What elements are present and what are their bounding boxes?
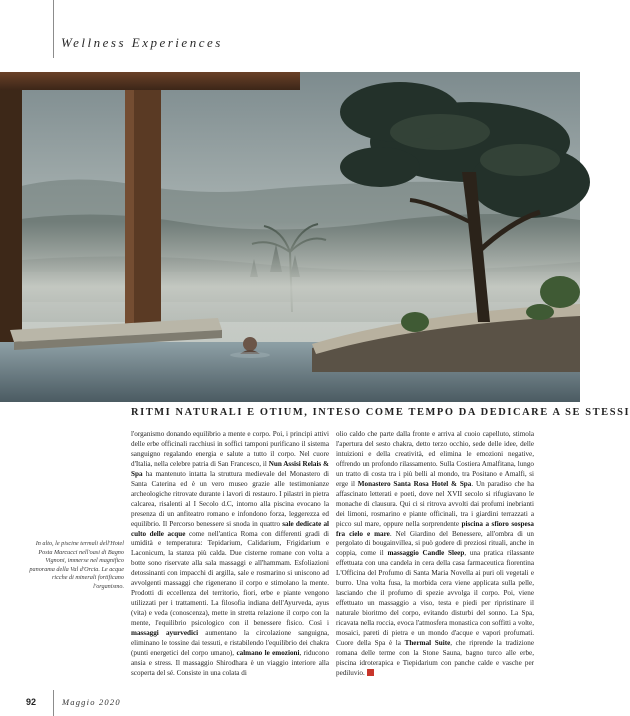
bold-phrase: sale dedicate al culto delle acque [131, 519, 329, 538]
pool-scene-illustration [0, 72, 580, 402]
margin-rule-top [53, 0, 54, 58]
issue-date: Maggio 2020 [62, 697, 121, 707]
page-number: 92 [26, 697, 37, 707]
bold-phrase: Nun Assisi Relais & Spa [131, 459, 329, 478]
article-column-1 [131, 430, 329, 679]
text-run: l'organismo donando equilibrio a mente e corpo. Poi, i principi attivi delle erbe officinali racchiusi in soffici tamponi purificano il sistema sanguigno regalando energia e salute a tutto il corpo. Nel cuore d'Italia, nella celebre patria di San Francesco, il [131, 430, 329, 468]
photo-caption: In alto, le piscine termali dell'Hotel Posta Marcucci nell'oasi di Bagno Vignoni, immerse nel magnifico panorama della Val d'Orcia. Le acque ricche di minerali fortificano l'organismo. [29, 540, 124, 590]
margin-rule-bottom [53, 690, 54, 716]
text-run: olio caldo che parte dalla fronte e arriva al cuoio capelluto, stimola l'apertura del sesto chakra, detto terzo occhio, sede delle idee, delle intuizioni e della creatività, ed elimina le emozioni negative, offrendo un profondo rilassamento. Sulla Costiera Amalfitana, lungo un tratto di costa tra i più belli al mondo, tra Positano e Amalfi, si erge il [336, 430, 534, 488]
text-run: , una pratica rilassante effettuata con una candela in cera della casa farmaceutica fiorentina L'Officina del Profumo di Santa Maria Novella ai puri oli vegetali e burro. Una volta fusa, la morbida cera viene applicata sulla pelle, lasciando che il profumo di spezie avvolga il corpo. Poi, viene effettuato un massaggio a viso, testa e piedi per ripristinare il naturale bioritmo del corpo, evitando disturbi del sonno. La Spa, ricavata nella roccia, evoca l'atmosfera monastica con soffitti a volte, mosaici, pareti di pietra e un mondo d'acque e vapori profumati. Cuore della Spa è la [336, 549, 534, 648]
article-headline: RITMI NATURALI E OTIUM, INTESO COME TEMPO DA DEDICARE A SE STESSI [131, 407, 630, 418]
article-column-2 [336, 430, 534, 679]
bold-phrase: massaggi ayurvedici [131, 629, 199, 638]
text-run: ha mantenuto intatta la struttura medievale del Monastero di Santa Caterina ed è un vero museo grazie alle testimonianze archeologiche ritrovate durante i lavori di restauro. I pilastri in pietra calcarea, risalenti al I Secolo d.C, intorno alla piscina evocano la presenza di un anfiteatro romano e infondono forza, leggerezza ed equilibrio. Il Percorso benessere si snoda in quattro [131, 469, 329, 528]
bold-phrase: Thermal Suite [404, 639, 451, 648]
text-run: come nell'antica Roma con differenti gradi di umidità e temperatura: Tepidarium, Calidarium, Frigidarium e Laconicum, la stanza più calda. Due cisterne romane con volta a botte sono riservate alla sala massaggi e all'hammam. Esfoliazioni detossinanti con impacchi di argilla, sale e rosmarino si uniscono ad avvolgenti massaggi che rigenerano il corpo e stimolano la mente. Prodotti di eccellenza del territorio, fiori, erbe e piante vengono utilizzati per i trattamenti. La filosofia indiana dell'Ayurveda, ayus (vita) e veda (conoscenza), mette in stretta relazione il corpo con la mente, l'equilibrio psicologico con il benessere fisico. Così i [131, 529, 329, 628]
bold-phrase: massaggio Candle Sleep [387, 549, 465, 558]
text-run: . Un paradiso che ha affascinato letterati e poeti, dove nel XVII secolo si rifugiavano le monache di clausura. Qui ci si ritrova avvolti dai profumi inebrianti dei limoni, rosmarino e piante officinali, tra i giardini terrazzati a picco sul mare, oppure nella sorprendente [336, 479, 534, 528]
text-run: , che riprende la tradizione romana delle terme con la Stone Sauna, bagno turco alle erbe, piscina idroterapica e Tiepidarium con panche calde e vasche per pediluvio. [336, 639, 534, 677]
bold-phrase: piscina a sfioro sospesa fra cielo e mare [336, 519, 534, 538]
text-run: . Nel Giardino del Benessere, all'ombra di un pergolato di bougainvillea, si può godere di preziosi rituali, anche in coppia, come il [336, 529, 535, 558]
text-run: aumentano la circolazione sanguigna, eliminano le tossine dai tessuti, e ristabilendo l'equilibrio dei chakra (punti energetici del corpo umano), [131, 629, 330, 657]
bold-phrase: Monastero Santa Rosa Hotel & Spa [357, 479, 472, 488]
section-title: Wellness Experiences [61, 35, 223, 50]
end-of-article-mark [367, 669, 374, 676]
thermal-pool-photo [0, 72, 580, 402]
bold-phrase: calmano le emozioni [236, 648, 300, 657]
text-run: , riducono ansia e stress. Il massaggio Shirodhara è un viaggio interiore alla scoperta del sé. Consiste in una colata di [131, 648, 330, 677]
